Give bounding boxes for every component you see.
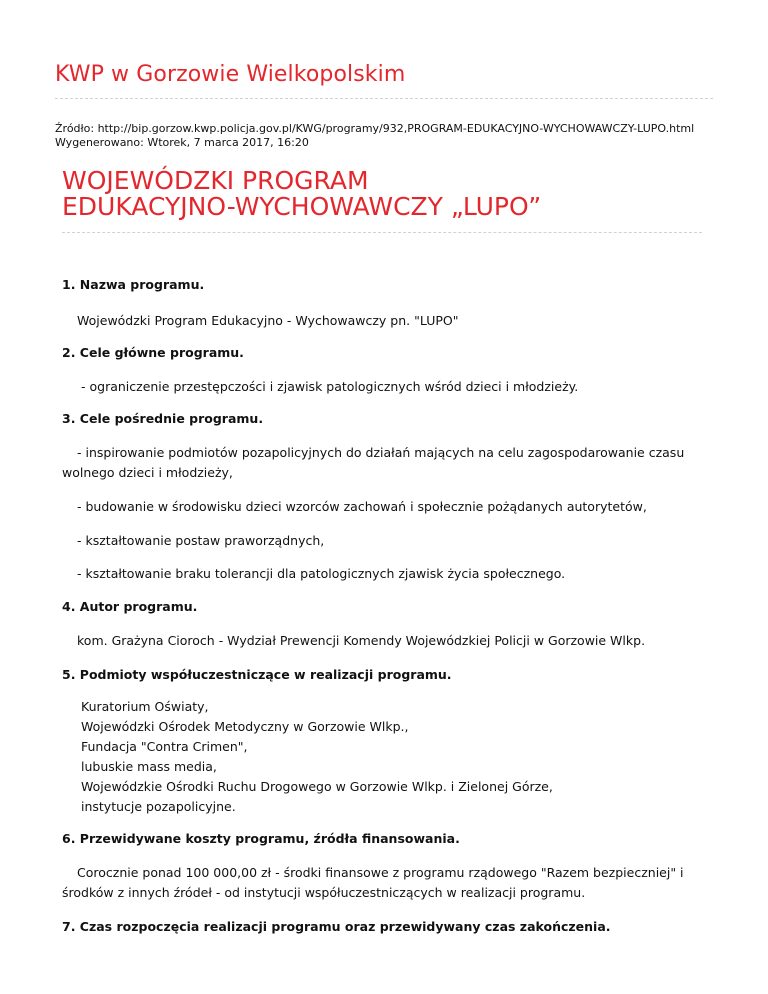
section-6-text-line-2: środków z innych źródeł - od instytucji współuczestniczących w realizacji programu.: [62, 885, 586, 900]
section-3-item-2: - budowanie w środowisku dzieci wzorców zachowań i społecznie pożądanych autorytetów,: [77, 499, 647, 514]
section-2-text: - ograniczenie przestępczości i zjawisk patologicznych wśród dzieci i młodzieży.: [81, 379, 579, 394]
list-item: instytucje pozapolicyjne.: [81, 799, 236, 814]
list-item: lubuskie mass media,: [81, 759, 217, 774]
list-item: Wojewódzki Ośrodek Metodyczny w Gorzowie Wlkp.,: [81, 719, 409, 734]
list-item: Wojewódzkie Ośrodki Ruchu Drogowego w Gorzowie Wlkp. i Zielonej Górze,: [81, 779, 553, 794]
document-meta: [55, 122, 694, 150]
section-4-heading: 4. Autor programu.: [62, 599, 198, 614]
list-item: Fundacja "Contra Crimen",: [81, 739, 248, 754]
section-1-heading: 1. Nazwa programu.: [62, 277, 205, 292]
section-7-heading: 7. Czas rozpoczęcia realizacji programu oraz przewidywany czas zakończenia.: [62, 919, 611, 934]
section-6-text-line-1: Corocznie ponad 100 000,00 zł - środki finansowe z programu rządowego "Razem bezpieczniej" i: [77, 865, 684, 880]
section-3-heading: 3. Cele pośrednie programu.: [62, 411, 264, 426]
document-title-line-2: EDUKACYJNO-WYCHOWAWCZY „LUPO”: [62, 192, 542, 221]
document-title: [62, 168, 541, 220]
section-5-list: [81, 697, 553, 817]
section-6-heading: 6. Przewidywane koszty programu, źródła finansowania.: [62, 831, 460, 846]
section-5-heading: 5. Podmioty współuczestniczące w realizacji programu.: [62, 667, 452, 682]
source-line: Źródło: http://bip.gorzow.kwp.policja.gov.pl/KWG/programy/932,PROGRAM-EDUKACYJNO-WYCHOWAWCZY-LUPO.html: [55, 122, 695, 135]
section-2-heading: 2. Cele główne programu.: [62, 345, 244, 360]
section-3-item-4: - kształtowanie braku tolerancji dla patologicznych zjawisk życia społecznego.: [77, 566, 566, 581]
section-3-item-1-line-1: - inspirowanie podmiotów pozapolicyjnych do działań mających na celu zagospodarowanie czasu: [77, 445, 685, 460]
list-item: Kuratorium Oświaty,: [81, 699, 209, 714]
section-3-item-3: - kształtowanie postaw praworządnych,: [77, 533, 325, 548]
section-4-text: kom. Grażyna Cioroch - Wydział Prewencji Komendy Wojewódzkiej Policji w Gorzowie Wlkp.: [77, 633, 646, 648]
generated-line: Wygenerowano: Wtorek, 7 marca 2017, 16:20: [55, 136, 309, 149]
header-divider: [55, 98, 713, 99]
section-1-text: Wojewódzki Program Edukacyjno - Wychowawczy pn. "LUPO": [77, 313, 459, 328]
site-title: KWP w Gorzowie Wielkopolskim: [55, 62, 406, 87]
title-divider: [62, 232, 702, 233]
document-title-line-1: WOJEWÓDZKI PROGRAM: [62, 166, 369, 195]
section-3-item-1-line-2: wolnego dzieci i młodzieży,: [62, 465, 233, 480]
